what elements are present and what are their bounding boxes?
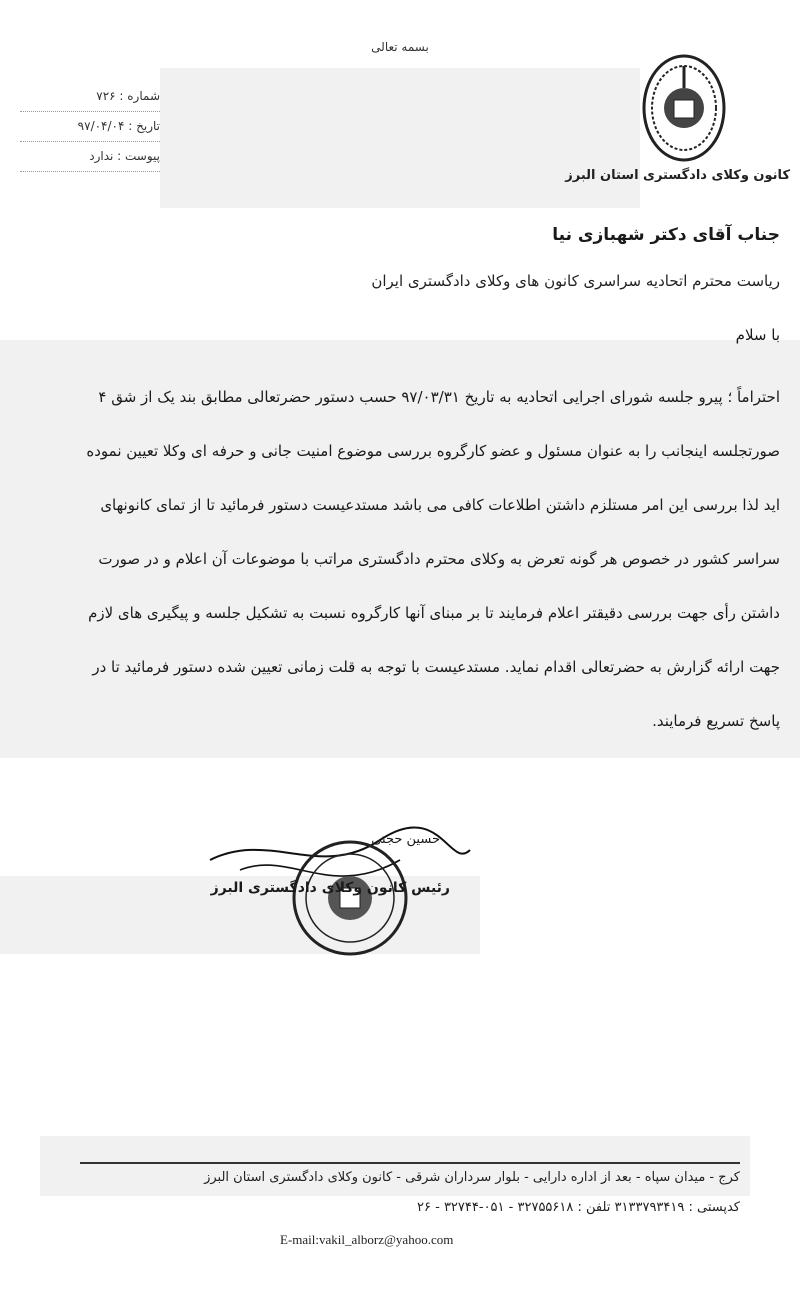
footer-address: کرج - میدان سپاه - بعد از اداره دارایی - بلوار سرداران شرقی - کانون وکلای دادگستری استان البرز <box>204 1170 740 1185</box>
basmala: بسمه تعالی <box>371 40 429 54</box>
scan-band <box>160 68 640 208</box>
letter-date: تاریخ : ۹۷/۰۴/۰۴ <box>20 112 160 142</box>
signatory-org: رئیس کانون وکلای دادگستری البرز <box>210 880 450 896</box>
letter-body: احتراماً ؛ پیرو جلسه شورای اجرایی اتحادیه به تاریخ ۹۷/۰۳/۳۱ حسب دستور حضرتعالی مطابق بند یک از شق ۴ صورتجلسه اینجانب را به عنوان مسئول و عضو کارگروه بررسی موضوع امنیت جانی و حرفه ای وکلا تعیین نموده اید لذا بررسی این امر مستلزم داشتن اطلاعات کافی می باشد مستدعیست دستور فرمائید تا از تمای کانونهای سراسر کشور در خصوص هر گونه تعرض به وکلای محترم دادگستری مراتب با موضوعات آن اعلام و در صورت داشتن رأی جهت بررسی دقیقتر اعلام فرمایند تا بر مبنای آنها کارگروه نسبت به تشکیل جلسه و پیگیری های لازم جهت ارائه گزارش به حضرتعالی اقدام نماید. مستدعیست با توجه به قلت زمانی تعیین شده دستور فرمائید تا در پاسخ تسریع فرمایند. <box>86 388 780 730</box>
official-stamp <box>290 838 410 958</box>
greeting: با سلام <box>735 326 780 344</box>
recipient-title-text: ریاست محترم اتحادیه سراسری کانون های وکلای دادگستری ایران <box>371 272 780 290</box>
org-name: کانون وکلای دادگستری استان البرز <box>565 168 790 183</box>
signatory-name: حسین حجتی <box>371 832 440 847</box>
footer-divider <box>80 1162 740 1164</box>
recipient-title <box>60 272 780 290</box>
bar-association-logo <box>640 52 728 164</box>
recipient: جناب آقای دکتر شهبازی نیا <box>552 225 780 245</box>
letter-attachment: پیوست : ندارد <box>20 142 160 172</box>
scan-band <box>40 1136 750 1196</box>
letter-number: شماره : ۷۲۶ <box>20 82 160 112</box>
footer-email: E-mail:vakil_alborz@yahoo.com <box>280 1232 454 1247</box>
letter-meta <box>20 82 160 172</box>
footer-phones: کدپستی : ۳۱۳۳۷۹۳۴۱۹ تلفن : ۳۲۷۵۵۶۱۸ - ۰۵۱-۳۲۷۴۴ - ۲۶ <box>417 1200 740 1215</box>
